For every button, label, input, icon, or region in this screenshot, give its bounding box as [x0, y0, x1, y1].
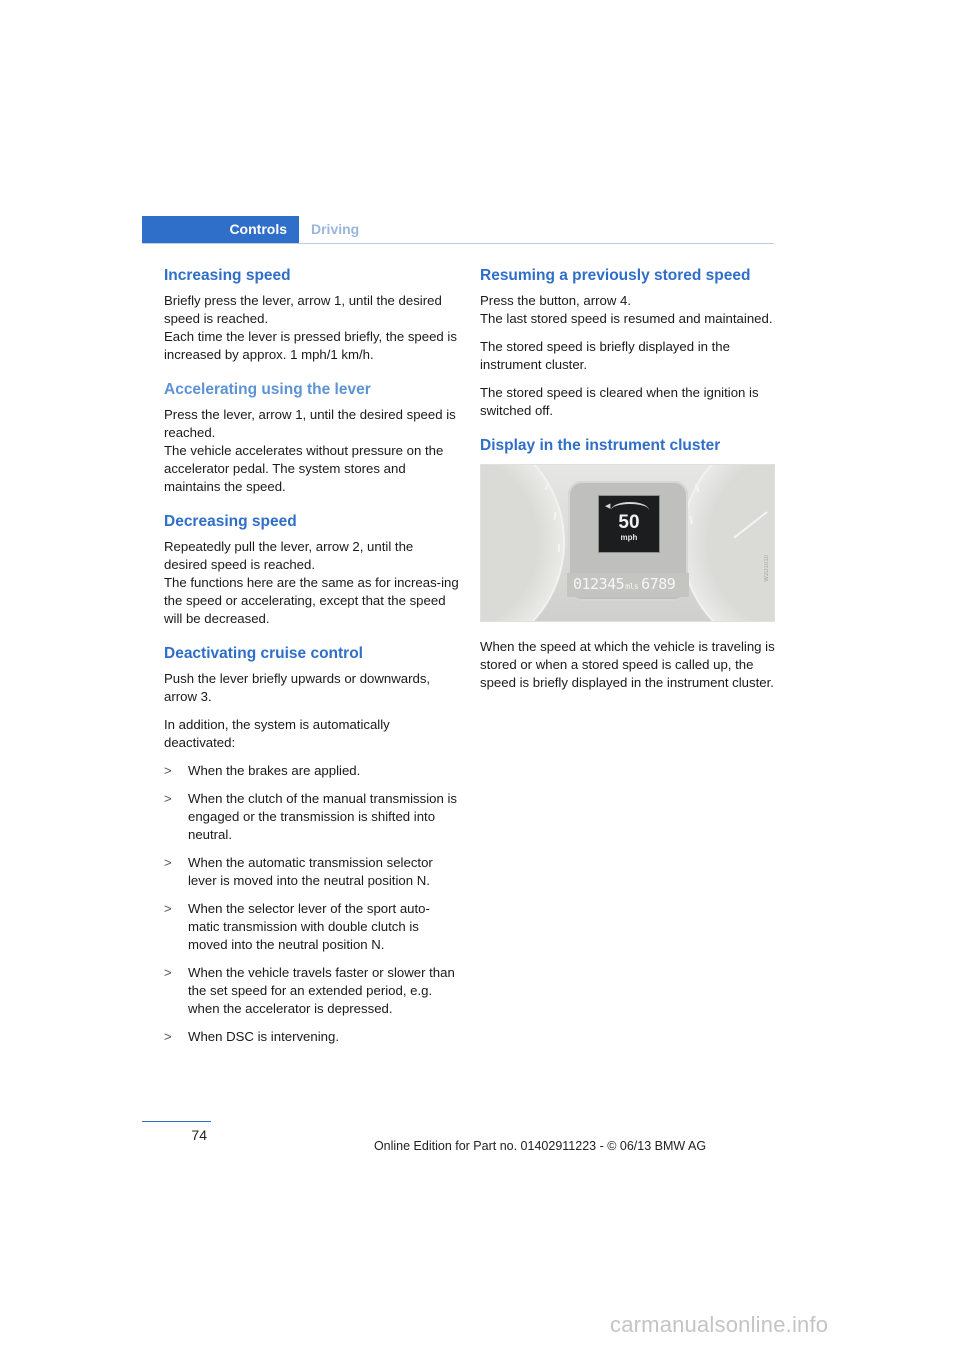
bullet-marker: > [164, 965, 172, 980]
paragraph: Push the lever briefly upwards or downwards, arrow 3. [164, 671, 431, 704]
section-accelerating [164, 380, 460, 496]
paragraph: The stored speed is briefly displayed in the instrument cluster. [480, 339, 730, 372]
section-resuming-speed [480, 266, 776, 420]
right-column [480, 266, 776, 708]
instrument-cluster-image [480, 464, 775, 622]
watermark: carmanualsonline.info [610, 1312, 829, 1337]
paragraph: The vehicle accelerates without pressure on the accelerator pedal. The system stores and maintains the speed. [164, 443, 444, 494]
heading-resuming-speed: Resuming a previously stored speed [480, 267, 751, 284]
list-item: > When the clutch of the manual transmission is engaged or the transmission is shifted into neutral. [164, 791, 458, 842]
left-column [164, 266, 460, 1062]
speed-unit: mph [620, 533, 638, 542]
heading-display: Display in the instrument cluster [480, 437, 721, 454]
gauge-left [480, 464, 565, 622]
odometer-readout: 012345mls 6789 [573, 575, 676, 593]
page-number: 74 [191, 1127, 207, 1143]
bullet-marker: > [164, 791, 172, 806]
bullet-marker: > [164, 1029, 172, 1044]
heading-decreasing-speed: Decreasing speed [164, 513, 297, 530]
heading-accelerating: Accelerating using the lever [164, 381, 371, 398]
section-deactivating [164, 644, 460, 1046]
section-decreasing-speed [164, 512, 460, 628]
paragraph: The stored speed is cleared when the ignition is switched off. [480, 385, 759, 418]
tab-driving: Driving [311, 221, 360, 237]
list-item: > When the automatic transmission selector lever is moved into the neutral position N. [164, 855, 433, 888]
list-item: > When DSC is intervening. [164, 1029, 339, 1044]
section-increasing-speed [164, 266, 460, 364]
paragraph: Press the button, arrow 4. [480, 293, 631, 308]
paragraph: The last stored speed is resumed and maintained. [480, 311, 773, 326]
paragraph: Each time the lever is pressed briefly, the speed is increased by approx. 1 mph/1 km/h. [164, 329, 457, 362]
heading-deactivating: Deactivating cruise control [164, 645, 363, 662]
speed-screen [598, 495, 660, 553]
paragraph: Briefly press the lever, arrow 1, until the desired speed is reached. [164, 293, 442, 326]
paragraph: In addition, the system is automatically deactivated: [164, 717, 390, 750]
deactivation-list [164, 762, 460, 1046]
stored-speed: 50 [618, 512, 640, 533]
image-code: W2D1010 [764, 555, 770, 582]
section-display [480, 436, 776, 692]
bullet-marker: > [164, 901, 172, 916]
paragraph: Repeatedly pull the lever, arrow 2, until the desired speed is reached. [164, 539, 414, 572]
arrow-icon: ◀ [605, 503, 611, 510]
paragraph: Press the lever, arrow 1, until the desired speed is reached. [164, 407, 456, 440]
heading-increasing-speed: Increasing speed [164, 267, 291, 284]
list-item: > When the brakes are applied. [164, 763, 361, 778]
scale-mark [558, 544, 560, 552]
edition-note: Online Edition for Part no. 01402911223 - © 06/13 BMW AG [373, 1139, 707, 1153]
list-item: > When the vehicle travels faster or slower than the set speed for an extended period, e.g. when the accelerator is depressed. [164, 965, 455, 1016]
list-item: > When the selector lever of the sport auto-matic transmission with double clutch is moved into the neutral position N. [164, 901, 430, 952]
footer-rule [142, 1121, 211, 1122]
paragraph: The functions here are the same as for increas-ing the speed or accelerating, except that the speed will be decreased. [164, 575, 459, 626]
bullet-marker: > [164, 855, 172, 870]
paragraph: When the speed at which the vehicle is traveling is stored or when a stored speed is called up, the speed is briefly displayed in the instrument cluster. [480, 639, 775, 690]
tab-controls: Controls [142, 216, 299, 243]
section-header [142, 216, 774, 244]
bullet-marker: > [164, 763, 172, 778]
